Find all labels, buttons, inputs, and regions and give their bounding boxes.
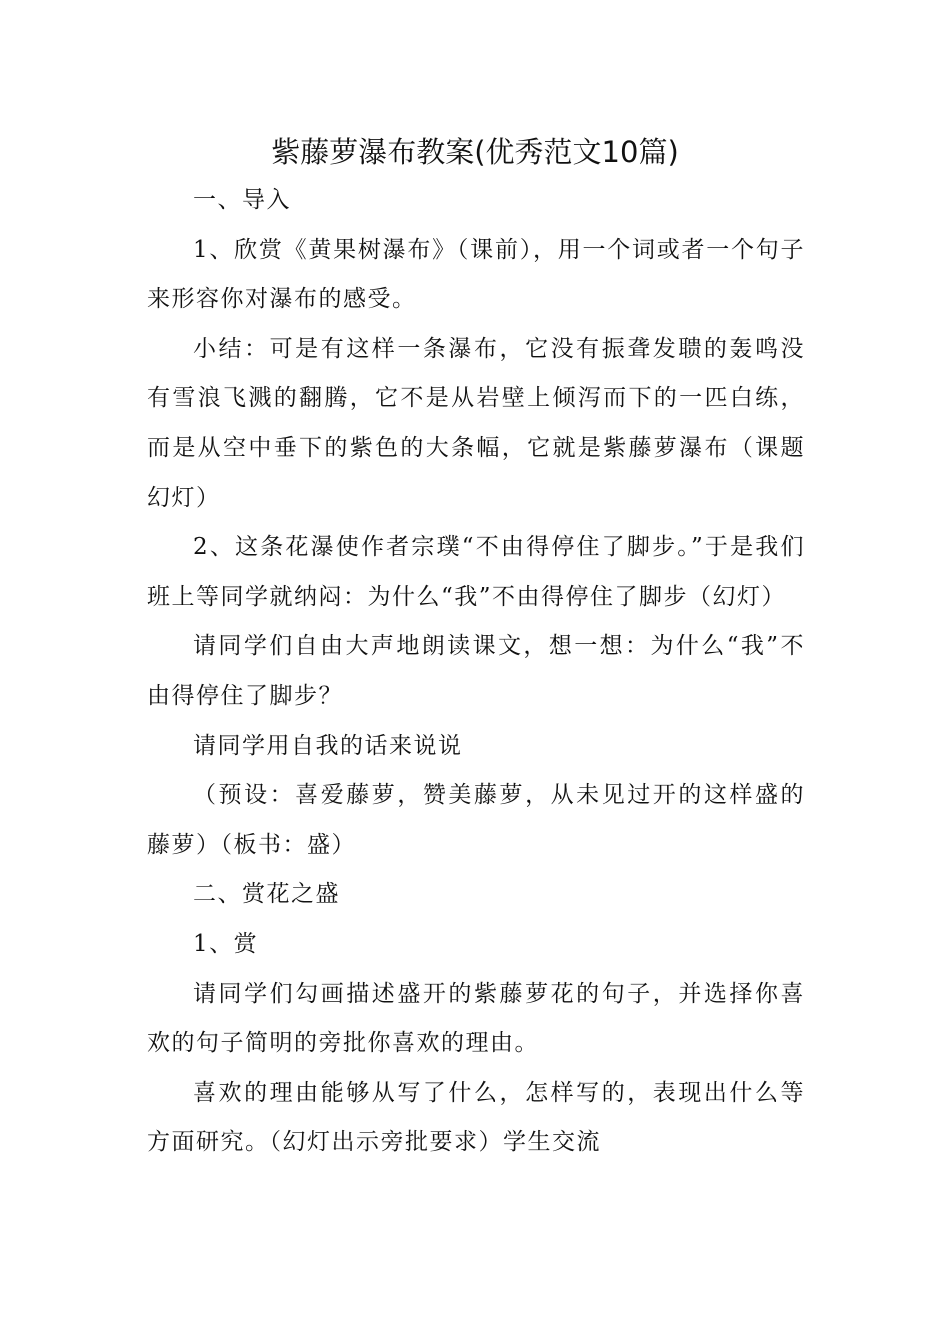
paragraph-heading-section-two: 二、赏花之盛 [193,881,340,908]
paragraph: 请同学用自我的话来说说 [193,732,463,759]
paragraph: 2、这条花瀑使作者宗璞“不由得停住了脚步。”于是我们班上等同学就纳闷：为什么“我”不由得停住了脚步（幻灯） [147,534,805,610]
document-title: 紫藤萝瀑布教案(优秀范文10篇) [271,135,679,169]
paragraph: 1、欣赏《黄果树瀑布》（课前），用一个词或者一个句子来形容你对瀑布的感受。 [147,236,805,313]
paragraph: 请同学们勾画描述盛开的紫藤萝花的句子，并选择你喜欢的句子简明的旁批你喜欢的理由。 [147,980,805,1057]
document-body [147,176,805,1168]
paragraph: 小结：可是有这样一条瀑布，它没有振聋发聩的轰鸣没有雪浪飞溅的翻腾，它不是从岩壁上倾泻而下的一匹白练，而是从空中垂下的紫色的大条幅，它就是紫藤萝瀑布（课题幻灯） [147,335,805,511]
paragraph: （预设：喜爱藤萝，赞美藤萝，从未见过开的这样盛的藤萝）（板书：盛） [147,782,805,858]
paragraph: 喜欢的理由能够从写了什么，怎样写的，表现出什么等方面研究。（幻灯出示旁批要求）学生交流 [147,1079,805,1156]
paragraph-heading-intro: 一、导入 [193,187,291,213]
paragraph: 请同学们自由大声地朗读课文，想一想：为什么“我”不由得停住了脚步？ [147,633,805,709]
paragraph: 1、赏 [193,930,259,957]
